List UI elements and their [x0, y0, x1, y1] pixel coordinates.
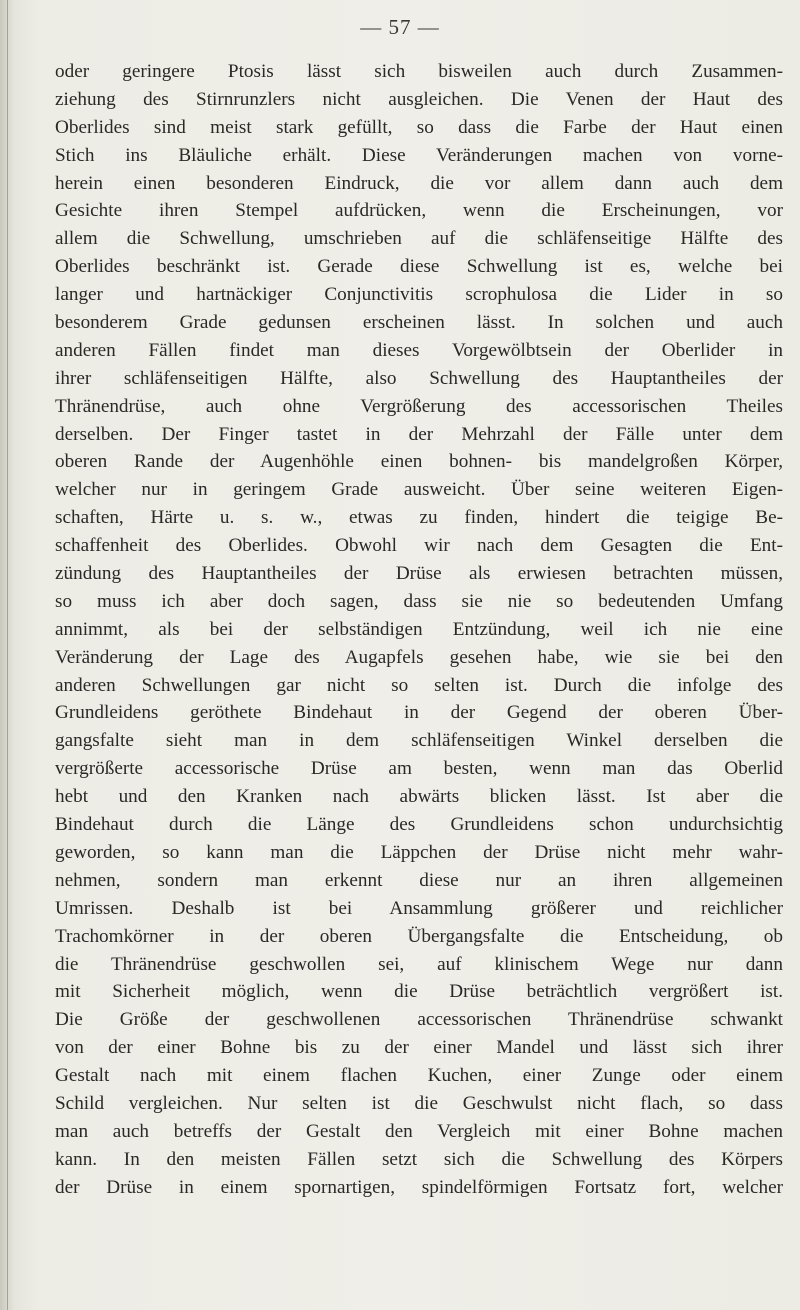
text-line: Die Größe der geschwollenen accessorischen Thränendrüse schwankt [55, 1009, 783, 1031]
text-line: schaffenheit des Oberlides. Obwohl wir nach dem Gesagten die Ent- [55, 535, 783, 557]
text-line: geworden, so kann man die Läppchen der Drüse nicht mehr wahr- [55, 841, 783, 863]
text-line: ziehung des Stirnrunzlers nicht ausgleichen. Die Venen der Haut des [55, 88, 783, 110]
text-line: ihrer schläfenseitigen Hälfte, also Schwellung des Hauptantheiles der [55, 367, 783, 389]
text-line: mit Sicherheit möglich, wenn die Drüse beträchtlich vergrößert ist. [55, 981, 783, 1003]
text-line: derselben. Der Finger tastet in der Mehrzahl der Fälle unter dem [55, 423, 783, 445]
text-line: schaften, Härte u. s. w., etwas zu finden, hindert die teigige Be- [55, 507, 783, 529]
text-line: oberen Rande der Augenhöhle einen bohnen- bis mandelgroßen Körper, [55, 451, 783, 473]
text-line: anderen Schwellungen gar nicht so selten ist. Durch die infolge des [55, 674, 783, 696]
text-line: so muss ich aber doch sagen, dass sie nie so bedeutenden Umfang [55, 590, 783, 612]
text-line: Grundleidens geröthete Bindehaut in der Gegend der oberen Über- [55, 702, 783, 724]
text-line: nehmen, sondern man erkennt diese nur an ihren allgemeinen [55, 869, 783, 891]
text-line: Thränendrüse, auch ohne Vergrößerung des accessorischen Theiles [55, 395, 783, 417]
page-binding-shadow [7, 0, 8, 1310]
text-line: annimmt, als bei der selbständigen Entzündung, weil ich nie eine [55, 618, 783, 640]
text-line: Bindehaut durch die Länge des Grundleidens schon undurchsichtig [55, 814, 783, 836]
text-line: herein einen besonderen Eindruck, die vor allem dann auch dem [55, 172, 783, 194]
text-line: hebt und den Kranken nach abwärts blicken lässt. Ist aber die [55, 786, 783, 808]
text-line: die Thränendrüse geschwollen sei, auf klinischem Wege nur dann [55, 953, 783, 975]
text-line: Trachomkörner in der oberen Übergangsfalte die Entscheidung, ob [55, 925, 783, 947]
text-line: oder geringere Ptosis lässt sich bisweilen auch durch Zusammen- [55, 61, 783, 82]
text-line: Umrissen. Deshalb ist bei Ansammlung größerer und reichlicher [55, 897, 783, 919]
page-number: — 57 — [360, 15, 440, 39]
text-line: gangsfalte sieht man in dem schläfenseitigen Winkel derselben die [55, 730, 783, 752]
text-line: Veränderung der Lage des Augapfels gesehen habe, wie sie bei den [55, 646, 783, 668]
text-line: Oberlides sind meist stark gefüllt, so dass die Farbe der Haut einen [55, 116, 783, 138]
text-line: vergrößerte accessorische Drüse am besten, wenn man das Oberlid [55, 758, 783, 780]
body-paragraph [55, 58, 783, 1202]
text-line: allem die Schwellung, umschrieben auf die schläfenseitige Hälfte des [55, 228, 783, 250]
text-line: anderen Fällen findet man dieses Vorgewölbtsein der Oberlider in [55, 339, 783, 361]
text-line: von der einer Bohne bis zu der einer Mandel und lässt sich ihrer [55, 1037, 783, 1059]
text-line: der Drüse in einem spornartigen, spindelförmigen Fortsatz fort, welcher [55, 1176, 783, 1198]
text-line: langer und hartnäckiger Conjunctivitis scrophulosa die Lider in so [55, 284, 783, 306]
text-line: Gesichte ihren Stempel aufdrücken, wenn die Erscheinungen, vor [55, 200, 783, 222]
text-line: zündung des Hauptantheiles der Drüse als erwiesen betrachten müssen, [55, 563, 783, 585]
text-line: Stich ins Bläuliche erhält. Diese Veränderungen machen von vorne- [55, 144, 783, 166]
text-line: kann. In den meisten Fällen setzt sich die Schwellung des Körpers [55, 1148, 783, 1170]
text-line: Schild vergleichen. Nur selten ist die Geschwulst nicht flach, so dass [55, 1092, 783, 1114]
text-line: Gestalt nach mit einem flachen Kuchen, einer Zunge oder einem [55, 1065, 783, 1087]
text-line: man auch betreffs der Gestalt den Vergleich mit einer Bohne machen [55, 1120, 783, 1142]
text-line: besonderem Grade gedunsen erscheinen lässt. In solchen und auch [55, 312, 783, 334]
text-line: welcher nur in geringem Grade ausweicht. Über seine weiteren Eigen- [55, 479, 783, 501]
text-line: Oberlides beschränkt ist. Gerade diese Schwellung ist es, welche bei [55, 256, 783, 278]
